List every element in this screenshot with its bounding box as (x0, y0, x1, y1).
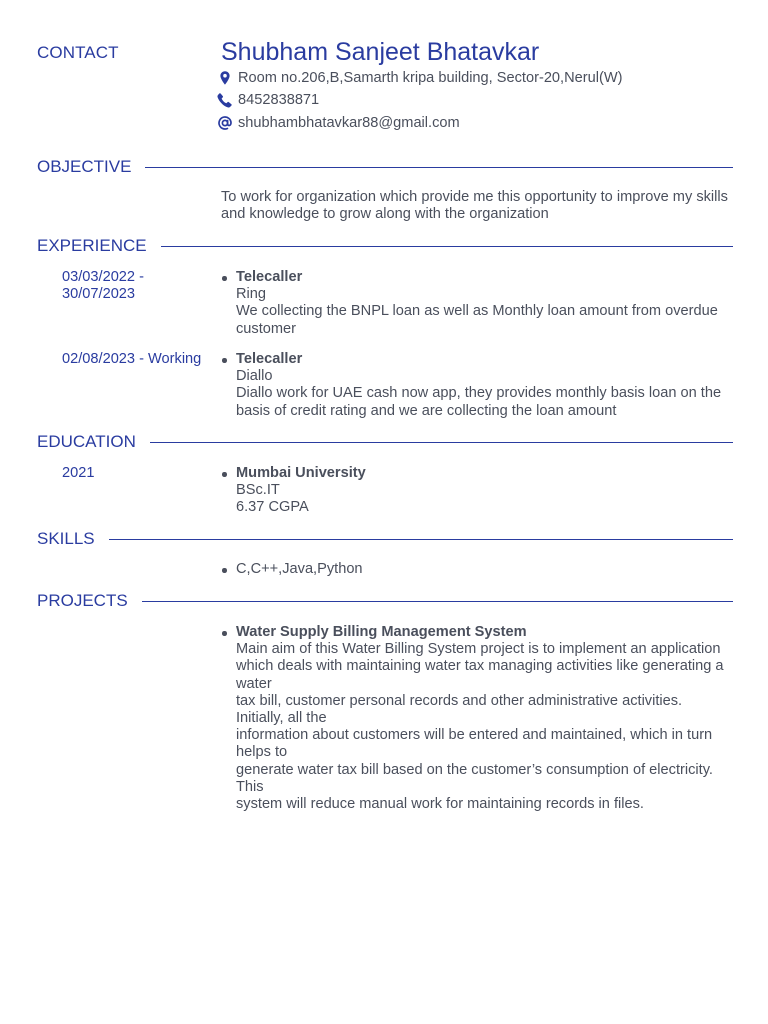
skill-item: C,C++,Java,Python (236, 561, 363, 577)
address-text: Room no.206,B,Samarth kripa building, Sector-20,Nerul(W) (238, 70, 623, 86)
email-line (216, 113, 460, 133)
objective-section-header (37, 156, 733, 178)
project-description-line: information about customers will be entered and maintained, which in turn helps to (236, 727, 713, 761)
section-divider (109, 539, 733, 540)
project-entry (221, 624, 731, 813)
bullet (221, 269, 236, 338)
experience-date-1: 03/03/2022 - 30/07/2023 (62, 269, 144, 303)
institution-name: Mumbai University (236, 465, 366, 481)
job-role: Telecaller (236, 351, 303, 367)
degree: BSc.IT (236, 482, 280, 499)
project-description-line: tax bill, customer personal records and other administrative activities. Initially, all the (236, 692, 683, 727)
objective-title: OBJECTIVE (37, 157, 132, 176)
education-title: EDUCATION (37, 432, 136, 451)
project-description-line: generate water tax bill based on the customer’s consumption of electricity. This (236, 761, 713, 795)
section-divider (161, 246, 733, 247)
project-description-line: Main aim of this Water Billing System project is to implement an application (236, 641, 721, 658)
experience-title: EXPERIENCE (37, 236, 147, 255)
score: 6.37 CGPA (236, 499, 309, 516)
project-description-line: system will reduce manual work for maintaining records in files. (236, 796, 644, 813)
experience-date-2: 02/08/2023 - Working (62, 351, 202, 367)
skills-entry (221, 561, 731, 578)
phone-icon (216, 91, 234, 109)
project-description-line: which deals with maintaining water tax managing activities like generating a water (236, 658, 724, 692)
job-description: Diallo work for UAE cash now app, they provides monthly basis loan on the basis of credit rating and we are collecting the loan amount (236, 385, 722, 419)
bullet (221, 465, 236, 517)
projects-title: PROJECTS (37, 591, 128, 610)
projects-section-header (37, 590, 733, 612)
location-pin-icon (216, 69, 234, 87)
experience-entry-1 (221, 269, 731, 338)
education-year: 2021 (62, 465, 95, 481)
skills-section-header (37, 528, 733, 550)
company-name: Diallo (236, 368, 273, 385)
project-name: Water Supply Billing Management System (236, 624, 527, 640)
address-line (216, 68, 622, 88)
phone-text: 8452838871 (238, 92, 320, 108)
contact-section-title: CONTACT (37, 43, 119, 62)
objective-text: To work for organization which provide me this opportunity to improve my skills and knowledge to grow along with the organization (221, 189, 728, 223)
phone-line (216, 90, 319, 110)
job-description: We collecting the BNPL loan as well as Monthly loan amount from overdue customer (236, 303, 718, 337)
bullet (221, 561, 236, 578)
bullet (221, 351, 236, 420)
experience-section-header (37, 235, 733, 257)
at-sign-icon (216, 114, 234, 132)
candidate-name: Shubham Sanjeet Bhatavkar (221, 38, 540, 66)
bullet (221, 624, 236, 813)
job-role: Telecaller (236, 269, 303, 285)
skills-title: SKILLS (37, 529, 95, 548)
company-name: Ring (236, 286, 267, 303)
section-divider (150, 442, 733, 443)
education-entry (221, 465, 731, 517)
experience-entry-2 (221, 351, 731, 420)
email-text[interactable]: shubhambhatavkar88@gmail.com (238, 115, 460, 131)
section-divider (145, 167, 733, 168)
education-section-header (37, 431, 733, 453)
section-divider (142, 601, 733, 602)
